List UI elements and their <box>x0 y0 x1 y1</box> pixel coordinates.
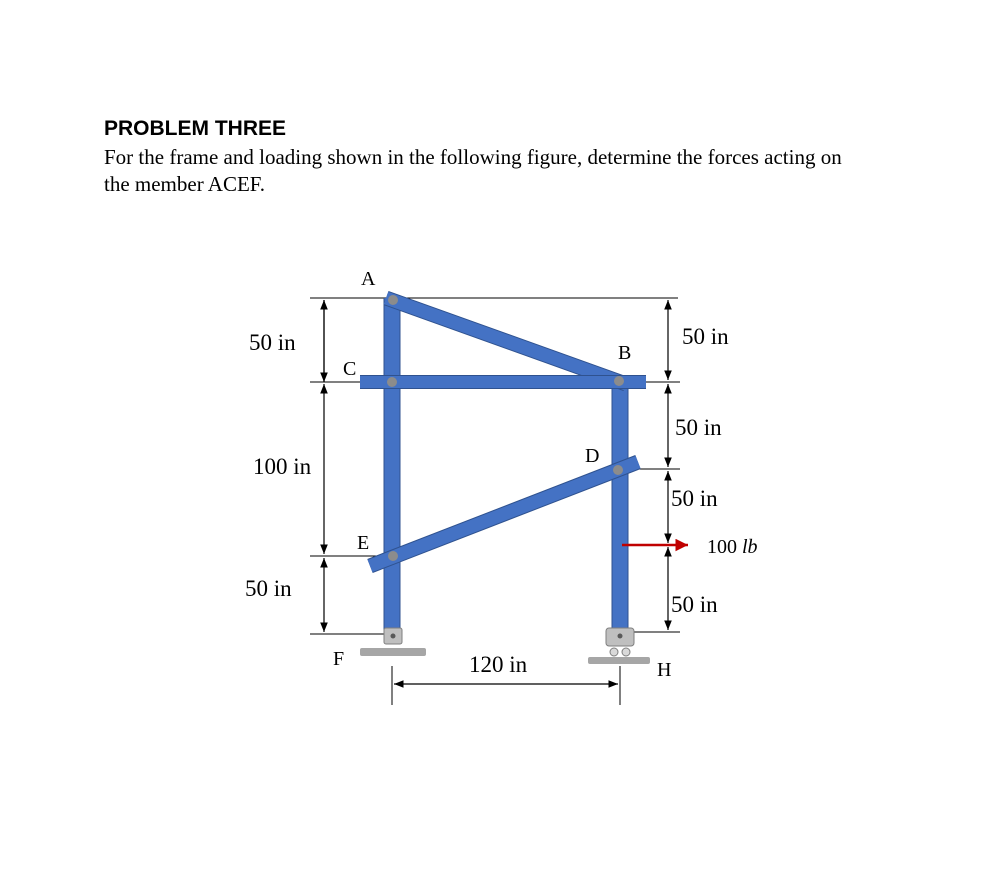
pin-e <box>388 551 398 561</box>
load-unit: lb <box>742 536 758 558</box>
label-e: E <box>357 532 370 554</box>
support-h <box>588 628 650 664</box>
label-a: A <box>361 268 376 290</box>
pin-c <box>387 377 397 387</box>
load-value: 100 <box>707 536 737 558</box>
dim-left-top: 50 in <box>249 330 296 355</box>
dim-right-2: 50 in <box>675 415 722 440</box>
problem-title: PROBLEM THREE <box>104 117 287 140</box>
label-b: B <box>618 342 632 364</box>
dim-right-1: 50 in <box>682 324 729 349</box>
problem-statement: For the frame and loading shown in the following figure, determine the forces acting on the member ACEF. <box>104 145 842 196</box>
pin-a <box>388 295 398 305</box>
frame-members <box>360 298 646 636</box>
dim-bottom: 120 in <box>469 652 528 677</box>
label-h: H <box>657 659 672 681</box>
left-extension-lines <box>310 298 395 634</box>
pin-b <box>614 376 624 386</box>
label-f: F <box>333 648 345 670</box>
dim-right-3: 50 in <box>671 486 718 511</box>
dim-left-bottom: 50 in <box>245 576 292 601</box>
support-f <box>360 628 426 656</box>
pin-d <box>613 465 623 475</box>
label-c: C <box>343 358 357 380</box>
dim-left-middle: 100 in <box>253 454 312 479</box>
label-d: D <box>585 445 600 467</box>
dim-right-4: 50 in <box>671 592 718 617</box>
load-label <box>707 536 758 558</box>
